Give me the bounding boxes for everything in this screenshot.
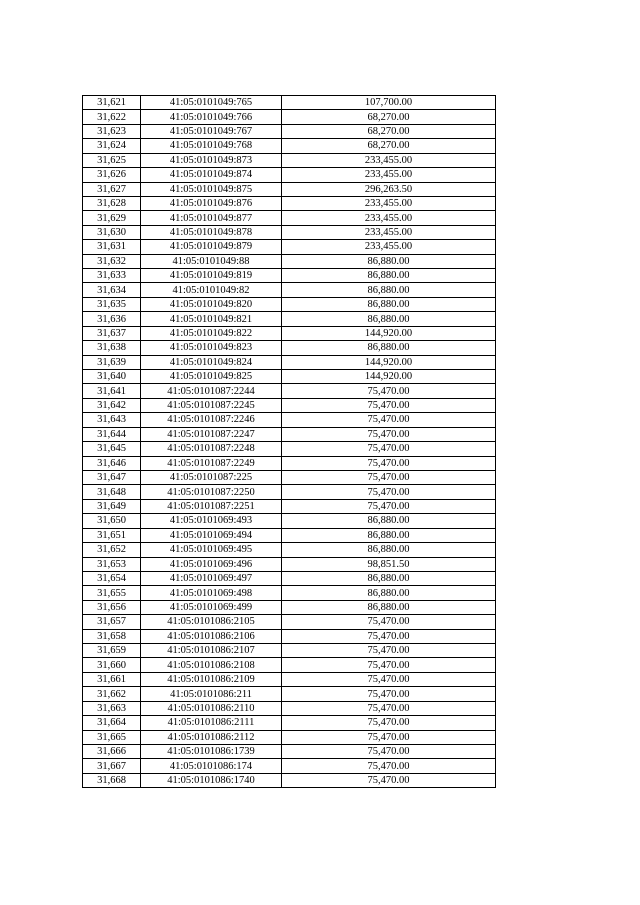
value-cell: 144,920.00 bbox=[282, 326, 496, 340]
row-number-cell: 31,638 bbox=[83, 341, 141, 355]
cadastral-number-cell: 41:05:0101086:1740 bbox=[141, 773, 282, 787]
value-cell: 68,270.00 bbox=[282, 110, 496, 124]
value-cell: 233,455.00 bbox=[282, 168, 496, 182]
cadastral-number-cell: 41:05:0101087:2251 bbox=[141, 499, 282, 513]
row-number-cell: 31,640 bbox=[83, 370, 141, 384]
table-row bbox=[83, 96, 496, 110]
row-number-cell: 31,628 bbox=[83, 196, 141, 210]
table-row bbox=[83, 499, 496, 513]
value-cell: 75,470.00 bbox=[282, 730, 496, 744]
value-cell: 75,470.00 bbox=[282, 485, 496, 499]
row-number-cell: 31,626 bbox=[83, 168, 141, 182]
row-number-cell: 31,663 bbox=[83, 701, 141, 715]
row-number-cell: 31,658 bbox=[83, 629, 141, 643]
cadastral-number-cell: 41:05:0101086:2108 bbox=[141, 658, 282, 672]
row-number-cell: 31,667 bbox=[83, 759, 141, 773]
row-number-cell: 31,650 bbox=[83, 514, 141, 528]
row-number-cell: 31,665 bbox=[83, 730, 141, 744]
table-row bbox=[83, 312, 496, 326]
table-row bbox=[83, 355, 496, 369]
value-cell: 233,455.00 bbox=[282, 225, 496, 239]
value-cell: 107,700.00 bbox=[282, 96, 496, 110]
table-row bbox=[83, 153, 496, 167]
row-number-cell: 31,652 bbox=[83, 543, 141, 557]
row-number-cell: 31,666 bbox=[83, 744, 141, 758]
table-row bbox=[83, 672, 496, 686]
table-row bbox=[83, 225, 496, 239]
table-row bbox=[83, 514, 496, 528]
row-number-cell: 31,644 bbox=[83, 427, 141, 441]
cadastral-number-cell: 41:05:0101087:2246 bbox=[141, 413, 282, 427]
row-number-cell: 31,648 bbox=[83, 485, 141, 499]
table-row bbox=[83, 283, 496, 297]
row-number-cell: 31,642 bbox=[83, 398, 141, 412]
row-number-cell: 31,637 bbox=[83, 326, 141, 340]
cadastral-number-cell: 41:05:0101049:820 bbox=[141, 297, 282, 311]
value-cell: 75,470.00 bbox=[282, 773, 496, 787]
cadastral-number-cell: 41:05:0101049:825 bbox=[141, 370, 282, 384]
row-number-cell: 31,645 bbox=[83, 442, 141, 456]
cadastral-number-cell: 41:05:0101049:873 bbox=[141, 153, 282, 167]
table-row bbox=[83, 600, 496, 614]
table-row bbox=[83, 557, 496, 571]
cadastral-number-cell: 41:05:0101087:2244 bbox=[141, 384, 282, 398]
cadastral-number-cell: 41:05:0101049:878 bbox=[141, 225, 282, 239]
table-row bbox=[83, 168, 496, 182]
row-number-cell: 31,639 bbox=[83, 355, 141, 369]
cadastral-number-cell: 41:05:0101069:496 bbox=[141, 557, 282, 571]
row-number-cell: 31,623 bbox=[83, 124, 141, 138]
row-number-cell: 31,656 bbox=[83, 600, 141, 614]
cadastral-number-cell: 41:05:0101049:88 bbox=[141, 254, 282, 268]
row-number-cell: 31,643 bbox=[83, 413, 141, 427]
table-row bbox=[83, 196, 496, 210]
value-cell: 75,470.00 bbox=[282, 629, 496, 643]
row-number-cell: 31,653 bbox=[83, 557, 141, 571]
value-cell: 86,880.00 bbox=[282, 528, 496, 542]
cadastral-number-cell: 41:05:0101086:174 bbox=[141, 759, 282, 773]
table-row bbox=[83, 139, 496, 153]
cadastral-number-cell: 41:05:0101086:2107 bbox=[141, 644, 282, 658]
value-cell: 144,920.00 bbox=[282, 355, 496, 369]
row-number-cell: 31,633 bbox=[83, 269, 141, 283]
table-row bbox=[83, 182, 496, 196]
value-cell: 86,880.00 bbox=[282, 269, 496, 283]
table-row bbox=[83, 730, 496, 744]
table-row bbox=[83, 687, 496, 701]
row-number-cell: 31,651 bbox=[83, 528, 141, 542]
value-cell: 233,455.00 bbox=[282, 211, 496, 225]
cadastral-number-cell: 41:05:0101086:211 bbox=[141, 687, 282, 701]
cadastral-number-cell: 41:05:0101049:823 bbox=[141, 341, 282, 355]
row-number-cell: 31,647 bbox=[83, 470, 141, 484]
cadastral-number-cell: 41:05:0101069:499 bbox=[141, 600, 282, 614]
table-row bbox=[83, 658, 496, 672]
table-row bbox=[83, 470, 496, 484]
table-row bbox=[83, 326, 496, 340]
cadastral-number-cell: 41:05:0101049:875 bbox=[141, 182, 282, 196]
cadastral-number-cell: 41:05:0101086:2112 bbox=[141, 730, 282, 744]
cadastral-number-cell: 41:05:0101087:2247 bbox=[141, 427, 282, 441]
cadastral-number-cell: 41:05:0101069:497 bbox=[141, 571, 282, 585]
row-number-cell: 31,661 bbox=[83, 672, 141, 686]
table-row bbox=[83, 384, 496, 398]
row-number-cell: 31,624 bbox=[83, 139, 141, 153]
cadastral-number-cell: 41:05:0101049:767 bbox=[141, 124, 282, 138]
value-cell: 86,880.00 bbox=[282, 514, 496, 528]
row-number-cell: 31,649 bbox=[83, 499, 141, 513]
value-cell: 86,880.00 bbox=[282, 586, 496, 600]
value-cell: 68,270.00 bbox=[282, 124, 496, 138]
cadastral-number-cell: 41:05:0101049:765 bbox=[141, 96, 282, 110]
value-cell: 75,470.00 bbox=[282, 470, 496, 484]
row-number-cell: 31,629 bbox=[83, 211, 141, 225]
value-cell: 233,455.00 bbox=[282, 153, 496, 167]
value-cell: 75,470.00 bbox=[282, 716, 496, 730]
table-row bbox=[83, 716, 496, 730]
table-row bbox=[83, 211, 496, 225]
table-row bbox=[83, 124, 496, 138]
cadastral-number-cell: 41:05:0101087:2250 bbox=[141, 485, 282, 499]
row-number-cell: 31,625 bbox=[83, 153, 141, 167]
table-row bbox=[83, 240, 496, 254]
value-cell: 75,470.00 bbox=[282, 759, 496, 773]
cadastral-number-cell: 41:05:0101049:766 bbox=[141, 110, 282, 124]
value-cell: 86,880.00 bbox=[282, 254, 496, 268]
table-body bbox=[83, 96, 496, 788]
value-cell: 75,470.00 bbox=[282, 687, 496, 701]
row-number-cell: 31,641 bbox=[83, 384, 141, 398]
row-number-cell: 31,668 bbox=[83, 773, 141, 787]
value-cell: 86,880.00 bbox=[282, 341, 496, 355]
table-row bbox=[83, 341, 496, 355]
value-cell: 75,470.00 bbox=[282, 442, 496, 456]
table-row bbox=[83, 427, 496, 441]
cadastral-number-cell: 41:05:0101086:2111 bbox=[141, 716, 282, 730]
cadastral-number-cell: 41:05:0101087:225 bbox=[141, 470, 282, 484]
row-number-cell: 31,630 bbox=[83, 225, 141, 239]
cadastral-number-cell: 41:05:0101086:2106 bbox=[141, 629, 282, 643]
cadastral-number-cell: 41:05:0101049:822 bbox=[141, 326, 282, 340]
table-row bbox=[83, 413, 496, 427]
table-row bbox=[83, 528, 496, 542]
data-table bbox=[82, 95, 496, 788]
row-number-cell: 31,662 bbox=[83, 687, 141, 701]
value-cell: 75,470.00 bbox=[282, 644, 496, 658]
value-cell: 86,880.00 bbox=[282, 600, 496, 614]
table-row bbox=[83, 571, 496, 585]
cadastral-number-cell: 41:05:0101069:493 bbox=[141, 514, 282, 528]
cadastral-number-cell: 41:05:0101087:2245 bbox=[141, 398, 282, 412]
row-number-cell: 31,646 bbox=[83, 456, 141, 470]
value-cell: 75,470.00 bbox=[282, 427, 496, 441]
cadastral-number-cell: 41:05:0101049:819 bbox=[141, 269, 282, 283]
cadastral-number-cell: 41:05:0101086:2105 bbox=[141, 615, 282, 629]
row-number-cell: 31,659 bbox=[83, 644, 141, 658]
row-number-cell: 31,634 bbox=[83, 283, 141, 297]
value-cell: 86,880.00 bbox=[282, 571, 496, 585]
value-cell: 144,920.00 bbox=[282, 370, 496, 384]
cadastral-number-cell: 41:05:0101049:879 bbox=[141, 240, 282, 254]
table-row bbox=[83, 398, 496, 412]
value-cell: 75,470.00 bbox=[282, 658, 496, 672]
row-number-cell: 31,627 bbox=[83, 182, 141, 196]
table-row bbox=[83, 701, 496, 715]
table-row bbox=[83, 370, 496, 384]
table-row bbox=[83, 586, 496, 600]
value-cell: 75,470.00 bbox=[282, 744, 496, 758]
cadastral-number-cell: 41:05:0101049:821 bbox=[141, 312, 282, 326]
value-cell: 233,455.00 bbox=[282, 196, 496, 210]
row-number-cell: 31,635 bbox=[83, 297, 141, 311]
table-row bbox=[83, 744, 496, 758]
value-cell: 75,470.00 bbox=[282, 615, 496, 629]
row-number-cell: 31,660 bbox=[83, 658, 141, 672]
cadastral-number-cell: 41:05:0101049:877 bbox=[141, 211, 282, 225]
table-row bbox=[83, 269, 496, 283]
row-number-cell: 31,622 bbox=[83, 110, 141, 124]
cadastral-number-cell: 41:05:0101087:2248 bbox=[141, 442, 282, 456]
row-number-cell: 31,631 bbox=[83, 240, 141, 254]
value-cell: 75,470.00 bbox=[282, 499, 496, 513]
table-row bbox=[83, 759, 496, 773]
value-cell: 98,851.50 bbox=[282, 557, 496, 571]
row-number-cell: 31,654 bbox=[83, 571, 141, 585]
cadastral-number-cell: 41:05:0101086:1739 bbox=[141, 744, 282, 758]
table-row bbox=[83, 442, 496, 456]
value-cell: 68,270.00 bbox=[282, 139, 496, 153]
row-number-cell: 31,621 bbox=[83, 96, 141, 110]
value-cell: 86,880.00 bbox=[282, 283, 496, 297]
row-number-cell: 31,664 bbox=[83, 716, 141, 730]
table-row bbox=[83, 110, 496, 124]
row-number-cell: 31,632 bbox=[83, 254, 141, 268]
value-cell: 296,263.50 bbox=[282, 182, 496, 196]
table-row bbox=[83, 644, 496, 658]
table-row bbox=[83, 615, 496, 629]
cadastral-number-cell: 41:05:0101069:494 bbox=[141, 528, 282, 542]
cadastral-number-cell: 41:05:0101086:2110 bbox=[141, 701, 282, 715]
value-cell: 75,470.00 bbox=[282, 701, 496, 715]
table-row bbox=[83, 254, 496, 268]
cadastral-number-cell: 41:05:0101049:874 bbox=[141, 168, 282, 182]
value-cell: 86,880.00 bbox=[282, 297, 496, 311]
cadastral-number-cell: 41:05:0101049:82 bbox=[141, 283, 282, 297]
value-cell: 75,470.00 bbox=[282, 413, 496, 427]
cadastral-number-cell: 41:05:0101049:876 bbox=[141, 196, 282, 210]
cadastral-number-cell: 41:05:0101049:824 bbox=[141, 355, 282, 369]
row-number-cell: 31,636 bbox=[83, 312, 141, 326]
value-cell: 75,470.00 bbox=[282, 672, 496, 686]
table-row bbox=[83, 629, 496, 643]
cadastral-number-cell: 41:05:0101087:2249 bbox=[141, 456, 282, 470]
table-row bbox=[83, 485, 496, 499]
table-row bbox=[83, 543, 496, 557]
value-cell: 86,880.00 bbox=[282, 312, 496, 326]
row-number-cell: 31,655 bbox=[83, 586, 141, 600]
value-cell: 86,880.00 bbox=[282, 543, 496, 557]
table-row bbox=[83, 456, 496, 470]
cadastral-number-cell: 41:05:0101069:498 bbox=[141, 586, 282, 600]
value-cell: 233,455.00 bbox=[282, 240, 496, 254]
cadastral-number-cell: 41:05:0101049:768 bbox=[141, 139, 282, 153]
row-number-cell: 31,657 bbox=[83, 615, 141, 629]
table-row bbox=[83, 297, 496, 311]
cadastral-number-cell: 41:05:0101086:2109 bbox=[141, 672, 282, 686]
value-cell: 75,470.00 bbox=[282, 384, 496, 398]
value-cell: 75,470.00 bbox=[282, 398, 496, 412]
value-cell: 75,470.00 bbox=[282, 456, 496, 470]
table-row bbox=[83, 773, 496, 787]
cadastral-number-cell: 41:05:0101069:495 bbox=[141, 543, 282, 557]
